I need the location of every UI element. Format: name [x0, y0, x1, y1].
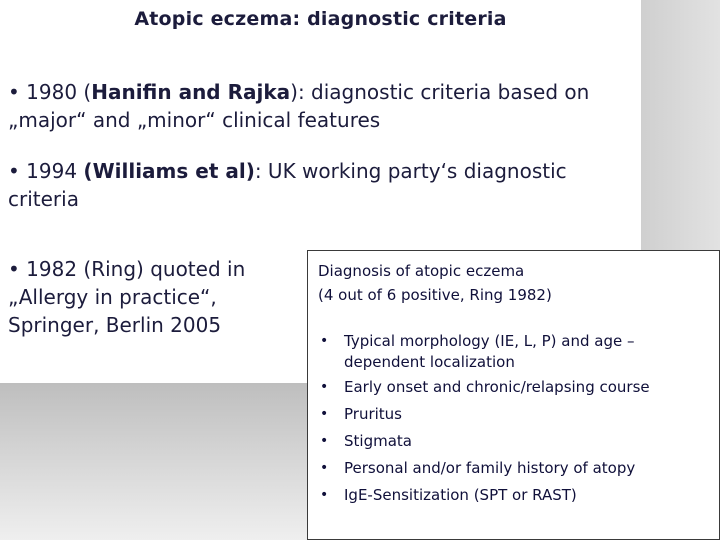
bullet-dot-icon: •	[320, 406, 329, 422]
bullet-dot-icon: •	[320, 487, 329, 503]
criteria-heading-line1: Diagnosis of atopic eczema	[318, 262, 525, 280]
criteria-item	[318, 404, 710, 425]
criteria-item-text: Typical morphology (IE, L, P) and age – dependent localization	[344, 332, 635, 371]
background-right-strip	[640, 0, 720, 250]
bullet-dot-icon: •	[320, 433, 329, 449]
bullet-text-post: : UK working party‘s diagnostic criteria	[8, 159, 567, 211]
bullet-dot-icon: •	[320, 333, 329, 349]
criteria-item-text: Pruritus	[344, 405, 402, 423]
criteria-item-text: Stigmata	[344, 432, 412, 450]
criteria-item	[318, 331, 710, 373]
bullet-dot-icon: •	[320, 460, 329, 476]
bullet-text-bold: (Williams et al)	[83, 159, 255, 183]
criteria-item	[318, 377, 710, 398]
criteria-heading-line2: (4 out of 6 positive, Ring 1982)	[318, 286, 552, 304]
bullet-text-bold: Hanifin and Rajka	[91, 80, 291, 104]
criteria-item-text: IgE-Sensitization (SPT or RAST)	[344, 486, 577, 504]
bullet-text-pre: 1980 (	[26, 80, 92, 104]
bullet-dot-icon: •	[320, 379, 329, 395]
bullet-marker: •	[8, 159, 27, 183]
criteria-item	[318, 431, 710, 452]
criteria-item-text: Early onset and chronic/relapsing course	[344, 378, 650, 396]
criteria-box-heading	[318, 259, 708, 307]
bullet-marker: •	[8, 257, 27, 281]
bullet-williams	[8, 157, 633, 213]
criteria-item-text: Personal and/or family history of atopy	[344, 459, 636, 477]
bullet-hanifin-rajka	[8, 78, 633, 134]
criteria-list	[318, 331, 710, 512]
criteria-item	[318, 485, 710, 506]
bullet-ring	[8, 255, 288, 339]
bullet-text-pre: 1982 (Ring) quoted in „Allergy in practice“, Springer, Berlin 2005	[8, 257, 246, 337]
slide-title: Atopic eczema: diagnostic criteria	[134, 8, 507, 30]
criteria-item	[318, 458, 710, 479]
bullet-text-post: ): diagnostic criteria based on „major“ and „minor“ clinical features	[8, 80, 590, 132]
bullet-marker: •	[8, 80, 27, 104]
bullet-text-pre: 1994	[26, 159, 84, 183]
criteria-box	[307, 250, 720, 540]
